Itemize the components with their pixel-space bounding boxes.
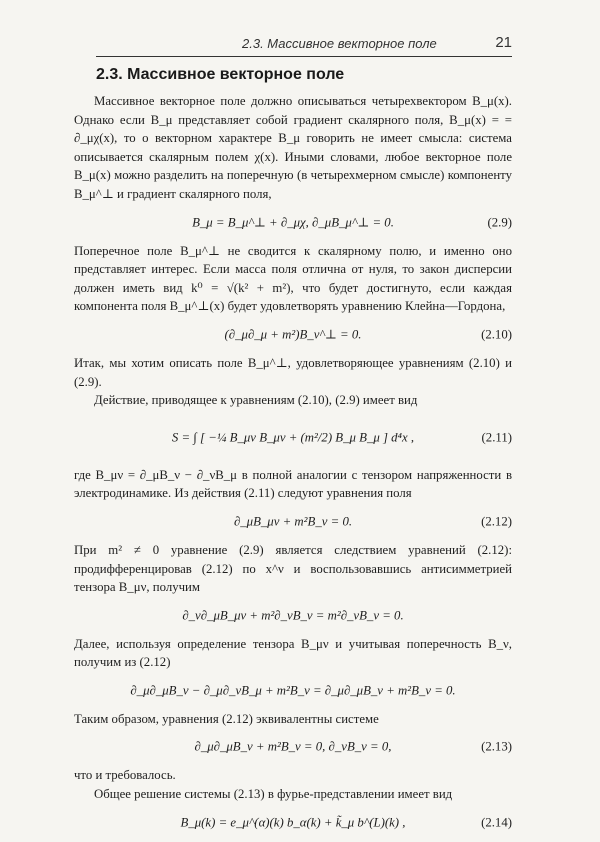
- paragraph-6: При m² ≠ 0 уравнение (2.9) является следствием уравнений (2.12): продифференцировав (2.12) по x^ν и воспользовавшись антисимметрией тензора B_μν, получим: [74, 542, 512, 595]
- equation-number: (2.10): [481, 327, 512, 342]
- paragraph-3: Итак, мы хотим описать поле B_μ^⊥, удовлетворяющее уравнениям (2.10) и (2.9).: [74, 355, 512, 389]
- equation-2-11: [74, 414, 512, 462]
- paragraph-5: где B_μν = ∂_μB_ν − ∂_νB_μ в полной аналогии с тензором напряженности в электродинамике. Из действия (2.11) следуют уравнения поля: [74, 467, 512, 501]
- equation-number: (2.12): [481, 514, 512, 529]
- paragraph-9: что и требовалось.: [74, 768, 176, 783]
- equation-formula: ∂_ν∂_μB_μν + m²∂_νB_ν = m²∂_νB_ν = 0.: [182, 608, 404, 623]
- equation-unnumbered-a: [74, 601, 512, 631]
- equation-formula: B_μ = B_μ^⊥ + ∂_μχ, ∂_μB_μ^⊥ = 0.: [192, 215, 394, 230]
- equation-formula: (∂_μ∂_μ + m²)B_ν^⊥ = 0.: [224, 327, 362, 342]
- equation-2-14: [74, 808, 512, 838]
- equation-number: (2.11): [481, 430, 512, 445]
- paragraph-8: Таким образом, уравнения (2.12) эквивалентны системе: [74, 711, 379, 726]
- equation-formula: ∂_μ∂_μB_ν + m²B_ν = 0, ∂_νB_ν = 0,: [194, 740, 392, 755]
- running-head: [96, 34, 512, 57]
- section-title: 2.3. Массивное векторное поле: [96, 66, 345, 83]
- equation-2-10: [74, 320, 512, 350]
- page-number: 21: [495, 34, 512, 51]
- equation-2-13: [74, 732, 512, 762]
- paragraph-1: Массивное векторное поле должно описываться четырехвектором B_μ(x). Однако если B_μ представляет собой градиент скалярного поля, B_μ(x) = = ∂_μχ(x), то о векторном характере B_μ говорить не имеет смысла: система описывается скалярным полем χ(x). Иными словами, любое векторное поле B_μ(x) можно разделить на поперечную (в четырехмерном смысле) компоненту B_μ^⊥ и градиент скалярного поля,: [74, 94, 512, 201]
- equation-number: (2.13): [481, 740, 512, 755]
- paragraph-10: Общее решение системы (2.13) в фурье-представлении имеет вид: [94, 787, 453, 802]
- equation-formula: ∂_μB_μν + m²B_ν = 0.: [233, 514, 353, 529]
- equation-unnumbered-b: [74, 676, 512, 706]
- equation-number: (2.9): [487, 215, 512, 230]
- equation-formula: S = ∫ [ −¼ B_μν B_μν + (m²/2) B_μ B_μ ] d⁴x ,: [171, 430, 415, 445]
- paragraph-7: Далее, используя определение тензора B_μν и учитывая поперечность B_ν, получим из (2.12): [74, 636, 512, 670]
- equation-2-9: [74, 208, 512, 238]
- paragraph-4: Действие, приводящее к уравнениям (2.10), (2.9) имеет вид: [94, 393, 418, 408]
- running-title: 2.3. Массивное векторное поле: [242, 36, 437, 51]
- page-body: [74, 92, 512, 842]
- equation-formula: B_μ(k) = e_μ^(α)(k) b_α(k) + k̃_μ b^(L)(k) ,: [180, 815, 406, 830]
- equation-formula: ∂_μ∂_μB_ν − ∂_μ∂_νB_μ + m²B_ν = ∂_μ∂_μB_ν + m²B_ν = 0.: [130, 683, 456, 698]
- paragraph-2: Поперечное поле B_μ^⊥ не сводится к скалярному полю, и именно оно представляет интерес. Если масса поля отлична от нуля, то закон дисперсии должен иметь вид k⁰ = √(k² + m²), что будет достигнуто, если каждая компонента поля B_μ^⊥(x) будет удовлетворять уравнению Клейна—Гордона,: [74, 243, 512, 314]
- equation-2-12: [74, 507, 512, 537]
- equation-number: (2.14): [481, 815, 512, 830]
